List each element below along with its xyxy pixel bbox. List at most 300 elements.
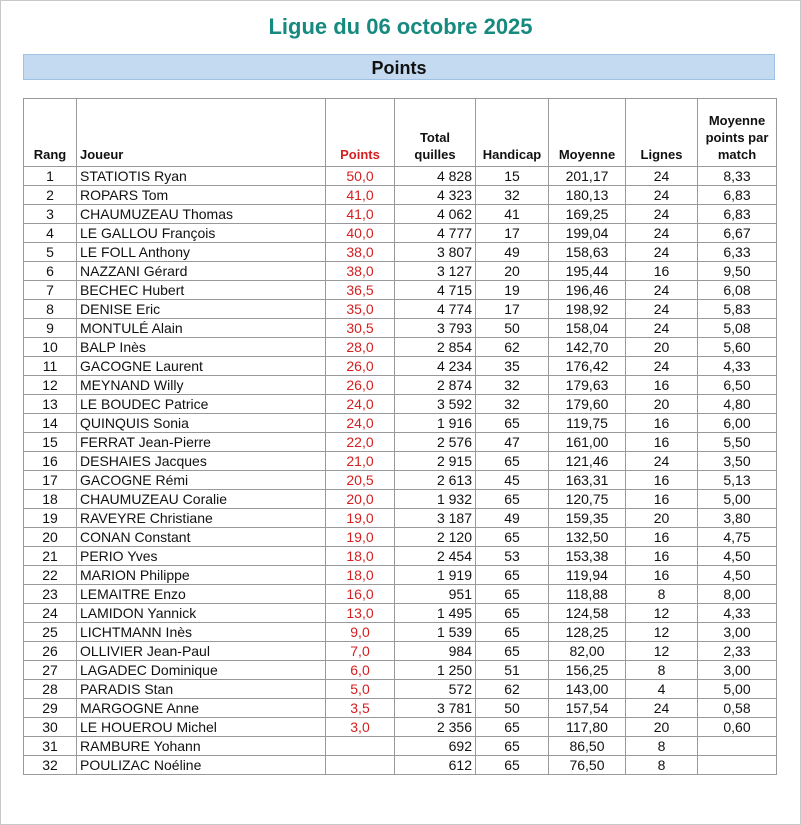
cell-joueur: LAGADEC Dominique xyxy=(77,661,326,680)
table-row xyxy=(24,395,777,414)
cell-moyenne-points: 4,33 xyxy=(698,357,777,376)
cell-joueur: LICHTMANN Inès xyxy=(77,623,326,642)
table-row xyxy=(24,224,777,243)
cell-joueur: CHAUMUZEAU Thomas xyxy=(77,205,326,224)
cell-total-quilles: 2 874 xyxy=(395,376,476,395)
cell-rang: 12 xyxy=(24,376,77,395)
cell-total-quilles: 1 539 xyxy=(395,623,476,642)
cell-points: 7,0 xyxy=(326,642,395,661)
cell-lignes: 24 xyxy=(626,205,698,224)
cell-joueur: POULIZAC Noéline xyxy=(77,756,326,775)
cell-moyenne-points: 6,00 xyxy=(698,414,777,433)
cell-total-quilles: 3 187 xyxy=(395,509,476,528)
section-band: Points xyxy=(23,54,775,80)
cell-handicap: 32 xyxy=(476,186,549,205)
table-row xyxy=(24,718,777,737)
cell-total-quilles: 692 xyxy=(395,737,476,756)
cell-moyenne-points: 3,50 xyxy=(698,452,777,471)
cell-moyenne-points: 6,83 xyxy=(698,186,777,205)
cell-rang: 11 xyxy=(24,357,77,376)
cell-joueur: GACOGNE Laurent xyxy=(77,357,326,376)
cell-lignes: 20 xyxy=(626,395,698,414)
cell-moyenne: 118,88 xyxy=(549,585,626,604)
table-row xyxy=(24,433,777,452)
cell-joueur: LE HOUEROU Michel xyxy=(77,718,326,737)
cell-rang: 28 xyxy=(24,680,77,699)
cell-handicap: 62 xyxy=(476,680,549,699)
cell-points: 41,0 xyxy=(326,205,395,224)
cell-joueur: RAMBURE Yohann xyxy=(77,737,326,756)
cell-total-quilles: 572 xyxy=(395,680,476,699)
cell-points: 9,0 xyxy=(326,623,395,642)
cell-handicap: 19 xyxy=(476,281,549,300)
cell-joueur: MEYNAND Willy xyxy=(77,376,326,395)
cell-moyenne: 156,25 xyxy=(549,661,626,680)
cell-lignes: 8 xyxy=(626,737,698,756)
cell-joueur: OLLIVIER Jean-Paul xyxy=(77,642,326,661)
cell-handicap: 45 xyxy=(476,471,549,490)
cell-total-quilles: 3 127 xyxy=(395,262,476,281)
cell-rang: 2 xyxy=(24,186,77,205)
cell-joueur: NAZZANI Gérard xyxy=(77,262,326,281)
cell-lignes: 24 xyxy=(626,319,698,338)
cell-total-quilles: 4 234 xyxy=(395,357,476,376)
cell-moyenne-points: 5,00 xyxy=(698,680,777,699)
cell-moyenne: 179,60 xyxy=(549,395,626,414)
cell-handicap: 65 xyxy=(476,585,549,604)
header-handicap: Handicap xyxy=(476,99,549,167)
cell-total-quilles: 4 062 xyxy=(395,205,476,224)
cell-rang: 3 xyxy=(24,205,77,224)
table-row xyxy=(24,566,777,585)
cell-rang: 21 xyxy=(24,547,77,566)
cell-rang: 26 xyxy=(24,642,77,661)
cell-rang: 4 xyxy=(24,224,77,243)
cell-moyenne-points: 6,83 xyxy=(698,205,777,224)
cell-rang: 13 xyxy=(24,395,77,414)
cell-total-quilles: 4 323 xyxy=(395,186,476,205)
cell-moyenne-points: 0,60 xyxy=(698,718,777,737)
cell-handicap: 32 xyxy=(476,376,549,395)
cell-moyenne: 196,46 xyxy=(549,281,626,300)
cell-total-quilles: 3 807 xyxy=(395,243,476,262)
cell-rang: 29 xyxy=(24,699,77,718)
cell-moyenne-points xyxy=(698,756,777,775)
cell-lignes: 8 xyxy=(626,585,698,604)
cell-handicap: 65 xyxy=(476,604,549,623)
cell-joueur: RAVEYRE Christiane xyxy=(77,509,326,528)
cell-joueur: PERIO Yves xyxy=(77,547,326,566)
cell-handicap: 65 xyxy=(476,566,549,585)
cell-rang: 7 xyxy=(24,281,77,300)
cell-rang: 27 xyxy=(24,661,77,680)
cell-joueur: GACOGNE Rémi xyxy=(77,471,326,490)
cell-moyenne-points: 5,60 xyxy=(698,338,777,357)
cell-rang: 1 xyxy=(24,167,77,186)
cell-lignes: 24 xyxy=(626,281,698,300)
cell-joueur: CONAN Constant xyxy=(77,528,326,547)
cell-moyenne-points: 5,50 xyxy=(698,433,777,452)
cell-handicap: 17 xyxy=(476,224,549,243)
table-row xyxy=(24,205,777,224)
cell-rang: 17 xyxy=(24,471,77,490)
cell-handicap: 49 xyxy=(476,509,549,528)
cell-points: 38,0 xyxy=(326,262,395,281)
cell-moyenne: 161,00 xyxy=(549,433,626,452)
cell-points: 18,0 xyxy=(326,566,395,585)
cell-handicap: 41 xyxy=(476,205,549,224)
cell-lignes: 20 xyxy=(626,338,698,357)
cell-joueur: MARGOGNE Anne xyxy=(77,699,326,718)
cell-moyenne-points: 2,33 xyxy=(698,642,777,661)
cell-moyenne: 157,54 xyxy=(549,699,626,718)
cell-rang: 9 xyxy=(24,319,77,338)
cell-lignes: 24 xyxy=(626,452,698,471)
header-rang: Rang xyxy=(24,99,77,167)
cell-moyenne: 132,50 xyxy=(549,528,626,547)
cell-points: 21,0 xyxy=(326,452,395,471)
cell-points: 41,0 xyxy=(326,186,395,205)
cell-total-quilles: 1 250 xyxy=(395,661,476,680)
cell-total-quilles: 2 576 xyxy=(395,433,476,452)
cell-lignes: 16 xyxy=(626,566,698,585)
cell-moyenne: 198,92 xyxy=(549,300,626,319)
cell-handicap: 65 xyxy=(476,528,549,547)
cell-moyenne-points: 6,33 xyxy=(698,243,777,262)
cell-rang: 18 xyxy=(24,490,77,509)
cell-total-quilles: 1 495 xyxy=(395,604,476,623)
cell-rang: 20 xyxy=(24,528,77,547)
cell-moyenne-points: 9,50 xyxy=(698,262,777,281)
cell-total-quilles: 4 774 xyxy=(395,300,476,319)
table-row xyxy=(24,471,777,490)
cell-lignes: 16 xyxy=(626,471,698,490)
cell-lignes: 20 xyxy=(626,718,698,737)
cell-points: 38,0 xyxy=(326,243,395,262)
table-header-row xyxy=(24,99,777,167)
table-row xyxy=(24,509,777,528)
cell-points: 36,5 xyxy=(326,281,395,300)
cell-total-quilles: 4 715 xyxy=(395,281,476,300)
cell-joueur: ROPARS Tom xyxy=(77,186,326,205)
table-row xyxy=(24,262,777,281)
cell-points: 50,0 xyxy=(326,167,395,186)
table-row xyxy=(24,756,777,775)
table-row xyxy=(24,300,777,319)
cell-joueur: CHAUMUZEAU Coralie xyxy=(77,490,326,509)
cell-joueur: LE BOUDEC Patrice xyxy=(77,395,326,414)
cell-moyenne-points: 4,75 xyxy=(698,528,777,547)
cell-total-quilles: 4 777 xyxy=(395,224,476,243)
cell-lignes: 24 xyxy=(626,224,698,243)
cell-moyenne-points: 4,80 xyxy=(698,395,777,414)
cell-rang: 15 xyxy=(24,433,77,452)
cell-moyenne-points: 5,83 xyxy=(698,300,777,319)
cell-lignes: 16 xyxy=(626,490,698,509)
cell-joueur: LE FOLL Anthony xyxy=(77,243,326,262)
cell-moyenne-points: 5,13 xyxy=(698,471,777,490)
cell-moyenne-points: 3,00 xyxy=(698,623,777,642)
cell-total-quilles: 2 356 xyxy=(395,718,476,737)
cell-moyenne-points: 0,58 xyxy=(698,699,777,718)
cell-moyenne-points: 6,08 xyxy=(698,281,777,300)
cell-handicap: 51 xyxy=(476,661,549,680)
cell-joueur: DENISE Eric xyxy=(77,300,326,319)
cell-moyenne-points: 5,08 xyxy=(698,319,777,338)
cell-moyenne-points: 4,33 xyxy=(698,604,777,623)
table-row xyxy=(24,528,777,547)
cell-moyenne: 117,80 xyxy=(549,718,626,737)
cell-lignes: 12 xyxy=(626,623,698,642)
cell-moyenne-points: 5,00 xyxy=(698,490,777,509)
cell-moyenne-points: 4,50 xyxy=(698,566,777,585)
cell-points: 30,5 xyxy=(326,319,395,338)
cell-points: 20,5 xyxy=(326,471,395,490)
header-joueur: Joueur xyxy=(77,99,326,167)
cell-moyenne-points: 3,00 xyxy=(698,661,777,680)
cell-total-quilles: 951 xyxy=(395,585,476,604)
cell-points: 35,0 xyxy=(326,300,395,319)
header-moyenne-points: Moyenne points par match xyxy=(698,99,777,167)
cell-moyenne: 76,50 xyxy=(549,756,626,775)
cell-lignes: 16 xyxy=(626,262,698,281)
cell-lignes: 8 xyxy=(626,661,698,680)
cell-handicap: 65 xyxy=(476,756,549,775)
cell-moyenne: 119,75 xyxy=(549,414,626,433)
cell-total-quilles: 2 613 xyxy=(395,471,476,490)
cell-moyenne: 159,35 xyxy=(549,509,626,528)
cell-points: 28,0 xyxy=(326,338,395,357)
cell-handicap: 50 xyxy=(476,319,549,338)
cell-handicap: 20 xyxy=(476,262,549,281)
cell-moyenne: 163,31 xyxy=(549,471,626,490)
cell-handicap: 17 xyxy=(476,300,549,319)
table-row xyxy=(24,376,777,395)
cell-handicap: 65 xyxy=(476,452,549,471)
cell-moyenne: 158,63 xyxy=(549,243,626,262)
cell-points: 22,0 xyxy=(326,433,395,452)
cell-moyenne: 180,13 xyxy=(549,186,626,205)
cell-joueur: MARION Philippe xyxy=(77,566,326,585)
cell-rang: 24 xyxy=(24,604,77,623)
table-row xyxy=(24,680,777,699)
results-table xyxy=(23,98,777,775)
cell-handicap: 65 xyxy=(476,718,549,737)
cell-joueur: DESHAIES Jacques xyxy=(77,452,326,471)
table-row xyxy=(24,661,777,680)
cell-moyenne: 120,75 xyxy=(549,490,626,509)
cell-moyenne: 119,94 xyxy=(549,566,626,585)
cell-points: 26,0 xyxy=(326,376,395,395)
cell-moyenne: 179,63 xyxy=(549,376,626,395)
cell-points: 26,0 xyxy=(326,357,395,376)
cell-points: 3,0 xyxy=(326,718,395,737)
cell-lignes: 16 xyxy=(626,376,698,395)
cell-handicap: 50 xyxy=(476,699,549,718)
cell-lignes: 24 xyxy=(626,243,698,262)
cell-total-quilles: 4 828 xyxy=(395,167,476,186)
header-points: Points xyxy=(326,99,395,167)
cell-lignes: 24 xyxy=(626,300,698,319)
table-row xyxy=(24,281,777,300)
cell-handicap: 65 xyxy=(476,642,549,661)
cell-rang: 30 xyxy=(24,718,77,737)
cell-rang: 23 xyxy=(24,585,77,604)
cell-handicap: 47 xyxy=(476,433,549,452)
cell-points: 18,0 xyxy=(326,547,395,566)
cell-total-quilles: 2 854 xyxy=(395,338,476,357)
cell-rang: 25 xyxy=(24,623,77,642)
table-row xyxy=(24,414,777,433)
header-total-quilles: Total quilles xyxy=(395,99,476,167)
cell-lignes: 24 xyxy=(626,699,698,718)
table-row xyxy=(24,547,777,566)
cell-total-quilles: 2 915 xyxy=(395,452,476,471)
cell-points: 24,0 xyxy=(326,395,395,414)
cell-total-quilles: 2 454 xyxy=(395,547,476,566)
cell-rang: 31 xyxy=(24,737,77,756)
cell-moyenne: 176,42 xyxy=(549,357,626,376)
cell-joueur: PARADIS Stan xyxy=(77,680,326,699)
cell-points: 19,0 xyxy=(326,528,395,547)
cell-handicap: 62 xyxy=(476,338,549,357)
table-row xyxy=(24,319,777,338)
cell-points: 16,0 xyxy=(326,585,395,604)
cell-rang: 32 xyxy=(24,756,77,775)
cell-points xyxy=(326,756,395,775)
cell-moyenne: 128,25 xyxy=(549,623,626,642)
cell-total-quilles: 984 xyxy=(395,642,476,661)
cell-moyenne-points: 4,50 xyxy=(698,547,777,566)
table-row xyxy=(24,452,777,471)
cell-points: 3,5 xyxy=(326,699,395,718)
cell-moyenne-points: 3,80 xyxy=(698,509,777,528)
cell-points: 19,0 xyxy=(326,509,395,528)
cell-moyenne-points: 6,50 xyxy=(698,376,777,395)
cell-lignes: 8 xyxy=(626,756,698,775)
cell-lignes: 24 xyxy=(626,186,698,205)
cell-total-quilles: 3 781 xyxy=(395,699,476,718)
cell-moyenne: 199,04 xyxy=(549,224,626,243)
cell-joueur: STATIOTIS Ryan xyxy=(77,167,326,186)
table-row xyxy=(24,243,777,262)
cell-moyenne: 169,25 xyxy=(549,205,626,224)
cell-total-quilles: 612 xyxy=(395,756,476,775)
cell-moyenne: 124,58 xyxy=(549,604,626,623)
cell-joueur: LAMIDON Yannick xyxy=(77,604,326,623)
cell-moyenne-points: 8,33 xyxy=(698,167,777,186)
cell-moyenne: 195,44 xyxy=(549,262,626,281)
cell-total-quilles: 3 793 xyxy=(395,319,476,338)
cell-points: 6,0 xyxy=(326,661,395,680)
cell-handicap: 65 xyxy=(476,490,549,509)
cell-handicap: 35 xyxy=(476,357,549,376)
cell-total-quilles: 3 592 xyxy=(395,395,476,414)
cell-handicap: 32 xyxy=(476,395,549,414)
cell-handicap: 65 xyxy=(476,737,549,756)
cell-points: 13,0 xyxy=(326,604,395,623)
table-row xyxy=(24,737,777,756)
cell-moyenne: 121,46 xyxy=(549,452,626,471)
cell-total-quilles: 1 919 xyxy=(395,566,476,585)
cell-lignes: 12 xyxy=(626,642,698,661)
cell-moyenne: 142,70 xyxy=(549,338,626,357)
header-moyenne: Moyenne xyxy=(549,99,626,167)
cell-points: 24,0 xyxy=(326,414,395,433)
cell-points: 5,0 xyxy=(326,680,395,699)
cell-joueur: BECHEC Hubert xyxy=(77,281,326,300)
cell-lignes: 12 xyxy=(626,604,698,623)
cell-joueur: MONTULÉ Alain xyxy=(77,319,326,338)
cell-joueur: BALP Inès xyxy=(77,338,326,357)
cell-rang: 8 xyxy=(24,300,77,319)
cell-points: 40,0 xyxy=(326,224,395,243)
cell-joueur: QUINQUIS Sonia xyxy=(77,414,326,433)
cell-moyenne: 86,50 xyxy=(549,737,626,756)
table-row xyxy=(24,699,777,718)
table-row xyxy=(24,490,777,509)
cell-joueur: LE GALLOU François xyxy=(77,224,326,243)
cell-rang: 22 xyxy=(24,566,77,585)
cell-rang: 10 xyxy=(24,338,77,357)
cell-lignes: 16 xyxy=(626,547,698,566)
cell-moyenne-points xyxy=(698,737,777,756)
table-row xyxy=(24,186,777,205)
header-lignes: Lignes xyxy=(626,99,698,167)
cell-rang: 6 xyxy=(24,262,77,281)
cell-lignes: 20 xyxy=(626,509,698,528)
cell-rang: 16 xyxy=(24,452,77,471)
cell-moyenne-points: 6,67 xyxy=(698,224,777,243)
cell-handicap: 49 xyxy=(476,243,549,262)
cell-rang: 5 xyxy=(24,243,77,262)
cell-lignes: 24 xyxy=(626,357,698,376)
cell-moyenne: 143,00 xyxy=(549,680,626,699)
cell-handicap: 15 xyxy=(476,167,549,186)
cell-handicap: 65 xyxy=(476,414,549,433)
cell-joueur: FERRAT Jean-Pierre xyxy=(77,433,326,452)
table-row xyxy=(24,642,777,661)
cell-lignes: 16 xyxy=(626,414,698,433)
cell-points: 20,0 xyxy=(326,490,395,509)
table-row xyxy=(24,338,777,357)
cell-lignes: 24 xyxy=(626,167,698,186)
table-row xyxy=(24,357,777,376)
cell-moyenne: 201,17 xyxy=(549,167,626,186)
table-row xyxy=(24,167,777,186)
cell-handicap: 65 xyxy=(476,623,549,642)
cell-total-quilles: 2 120 xyxy=(395,528,476,547)
cell-moyenne: 158,04 xyxy=(549,319,626,338)
cell-joueur: LEMAITRE Enzo xyxy=(77,585,326,604)
table-row xyxy=(24,604,777,623)
cell-points xyxy=(326,737,395,756)
cell-total-quilles: 1 932 xyxy=(395,490,476,509)
cell-moyenne: 153,38 xyxy=(549,547,626,566)
cell-total-quilles: 1 916 xyxy=(395,414,476,433)
cell-moyenne-points: 8,00 xyxy=(698,585,777,604)
cell-rang: 14 xyxy=(24,414,77,433)
table-row xyxy=(24,585,777,604)
cell-rang: 19 xyxy=(24,509,77,528)
table-row xyxy=(24,623,777,642)
page-title: Ligue du 06 octobre 2025 xyxy=(268,14,533,39)
cell-lignes: 16 xyxy=(626,433,698,452)
cell-lignes: 4 xyxy=(626,680,698,699)
cell-lignes: 16 xyxy=(626,528,698,547)
cell-moyenne: 82,00 xyxy=(549,642,626,661)
cell-handicap: 53 xyxy=(476,547,549,566)
